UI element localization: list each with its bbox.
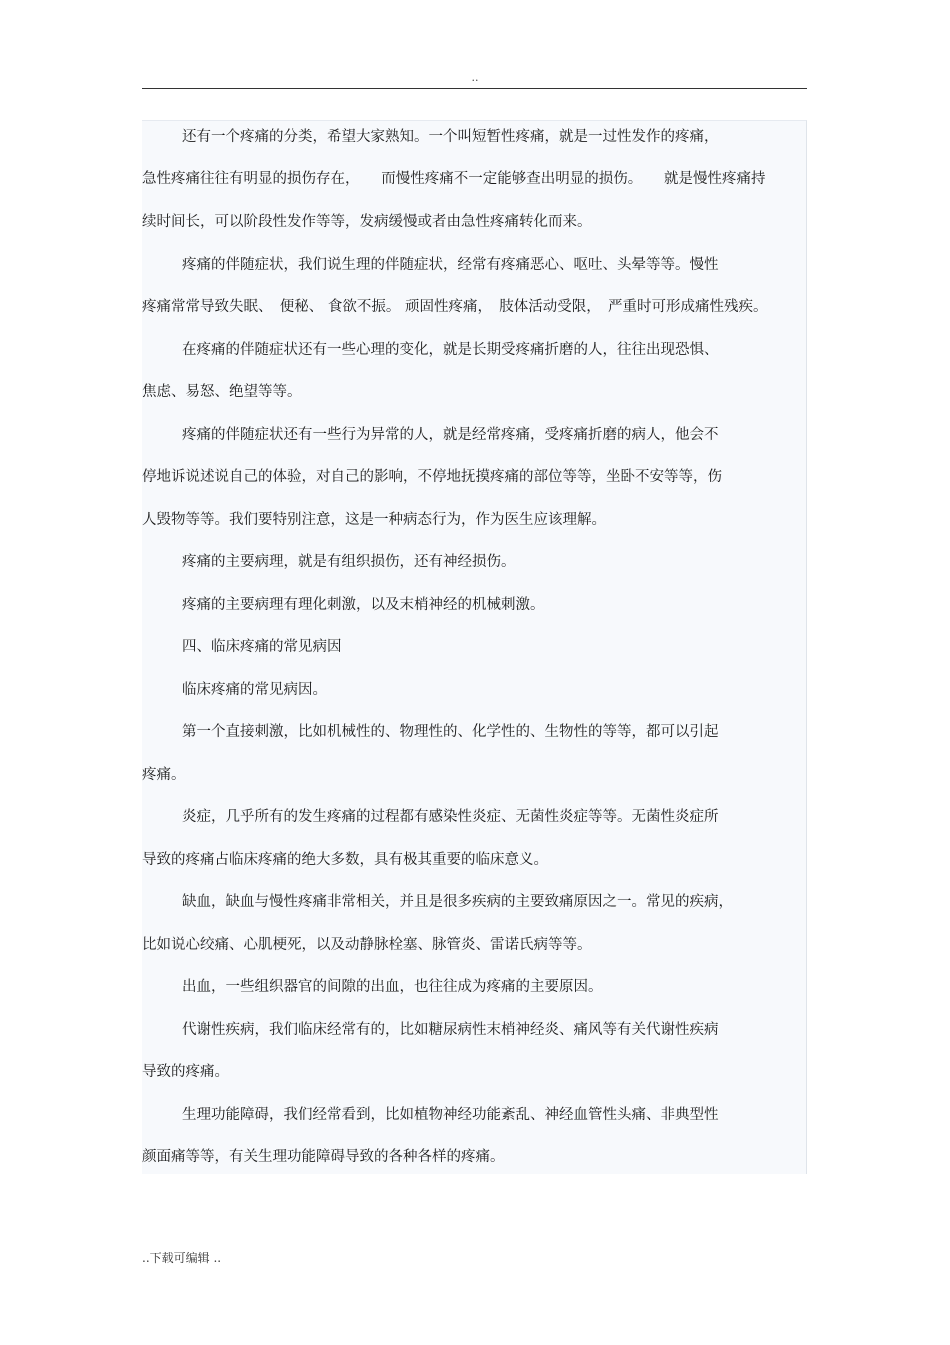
section-heading: 四、临床疼痛的常见病因 xyxy=(182,639,342,655)
paragraph-line: 续时间长，可以阶段性发作等等，发病缓慢或者由急性疼痛转化而来。 xyxy=(142,214,592,230)
paragraph-line: 临床疼痛的常见病因。 xyxy=(182,682,327,698)
paragraph-line: 停地诉说述说自己的体验，对自己的影响，不停地抚摸疼痛的部位等等，坐卧不安等等，伤 xyxy=(142,469,722,485)
paragraph-line: 疼痛的主要病理，就是有组织损伤，还有神经损伤。 xyxy=(182,554,516,570)
paragraph-line: 疼痛常常导致失眠、 便秘、 食欲不振。 顽固性疼痛， 肢体活动受限， 严重时可形成痛性残疾。 xyxy=(142,299,768,315)
header-mark: .. xyxy=(471,71,479,84)
paragraph-line: 颜面痛等等，有关生理功能障碍导致的各种各样的疼痛。 xyxy=(142,1149,505,1165)
paragraph-line: 疼痛的伴随症状还有一些行为异常的人，就是经常疼痛，受疼痛折磨的病人，他会不 xyxy=(182,427,719,443)
paragraph-line: 炎症，几乎所有的发生疼痛的过程都有感染性炎症、无菌性炎症等等。无菌性炎症所 xyxy=(182,809,719,825)
document-body xyxy=(142,120,807,1174)
paragraph-line: 代谢性疾病，我们临床经常有的，比如糖尿病性末梢神经炎、痛风等有关代谢性疾病 xyxy=(182,1022,719,1038)
paragraph-line: 生理功能障碍，我们经常看到，比如植物神经功能紊乱、神经血管性头痛、非典型性 xyxy=(182,1107,719,1123)
footer-note: ..下载可编辑 .. xyxy=(142,1251,222,1265)
paragraph-line: 疼痛。 xyxy=(142,767,186,783)
header-rule xyxy=(142,88,807,89)
paragraph-line: 还有一个疼痛的分类，希望大家熟知。一个叫短暂性疼痛，就是一过性发作的疼痛， xyxy=(182,129,719,145)
paragraph-line: 人毁物等等。我们要特别注意，这是一种病态行为，作为医生应该理解。 xyxy=(142,512,606,528)
paragraph-line: 导致的疼痛。 xyxy=(142,1064,229,1080)
paragraph-line: 导致的疼痛占临床疼痛的绝大多数，具有极其重要的临床意义。 xyxy=(142,852,548,868)
paragraph-line: 焦虑、易怒、绝望等等。 xyxy=(142,384,302,400)
paragraph-line: 急性疼痛往往有明显的损伤存在， 而慢性疼痛不一定能够查出明显的损伤。 就是慢性疼痛持 xyxy=(142,171,766,187)
paragraph-line: 比如说心绞痛、心肌梗死，以及动静脉栓塞、脉管炎、雷诺氏病等等。 xyxy=(142,937,592,953)
paragraph-line: 缺血，缺血与慢性疼痛非常相关，并且是很多疾病的主要致痛原因之一。常见的疾病， xyxy=(182,894,733,910)
paragraph-line: 疼痛的主要病理有理化刺激，以及末梢神经的机械刺激。 xyxy=(182,597,545,613)
paragraph-line: 疼痛的伴随症状，我们说生理的伴随症状，经常有疼痛恶心、呕吐、头晕等等。慢性 xyxy=(182,257,719,273)
paragraph-line: 在疼痛的伴随症状还有一些心理的变化，就是长期受疼痛折磨的人，往往出现恐惧、 xyxy=(182,342,719,358)
paragraph-line: 出血，一些组织器官的间隙的出血，也往往成为疼痛的主要原因。 xyxy=(182,979,603,995)
paragraph-line: 第一个直接刺激，比如机械性的、物理性的、化学性的、生物性的等等，都可以引起 xyxy=(182,724,719,740)
